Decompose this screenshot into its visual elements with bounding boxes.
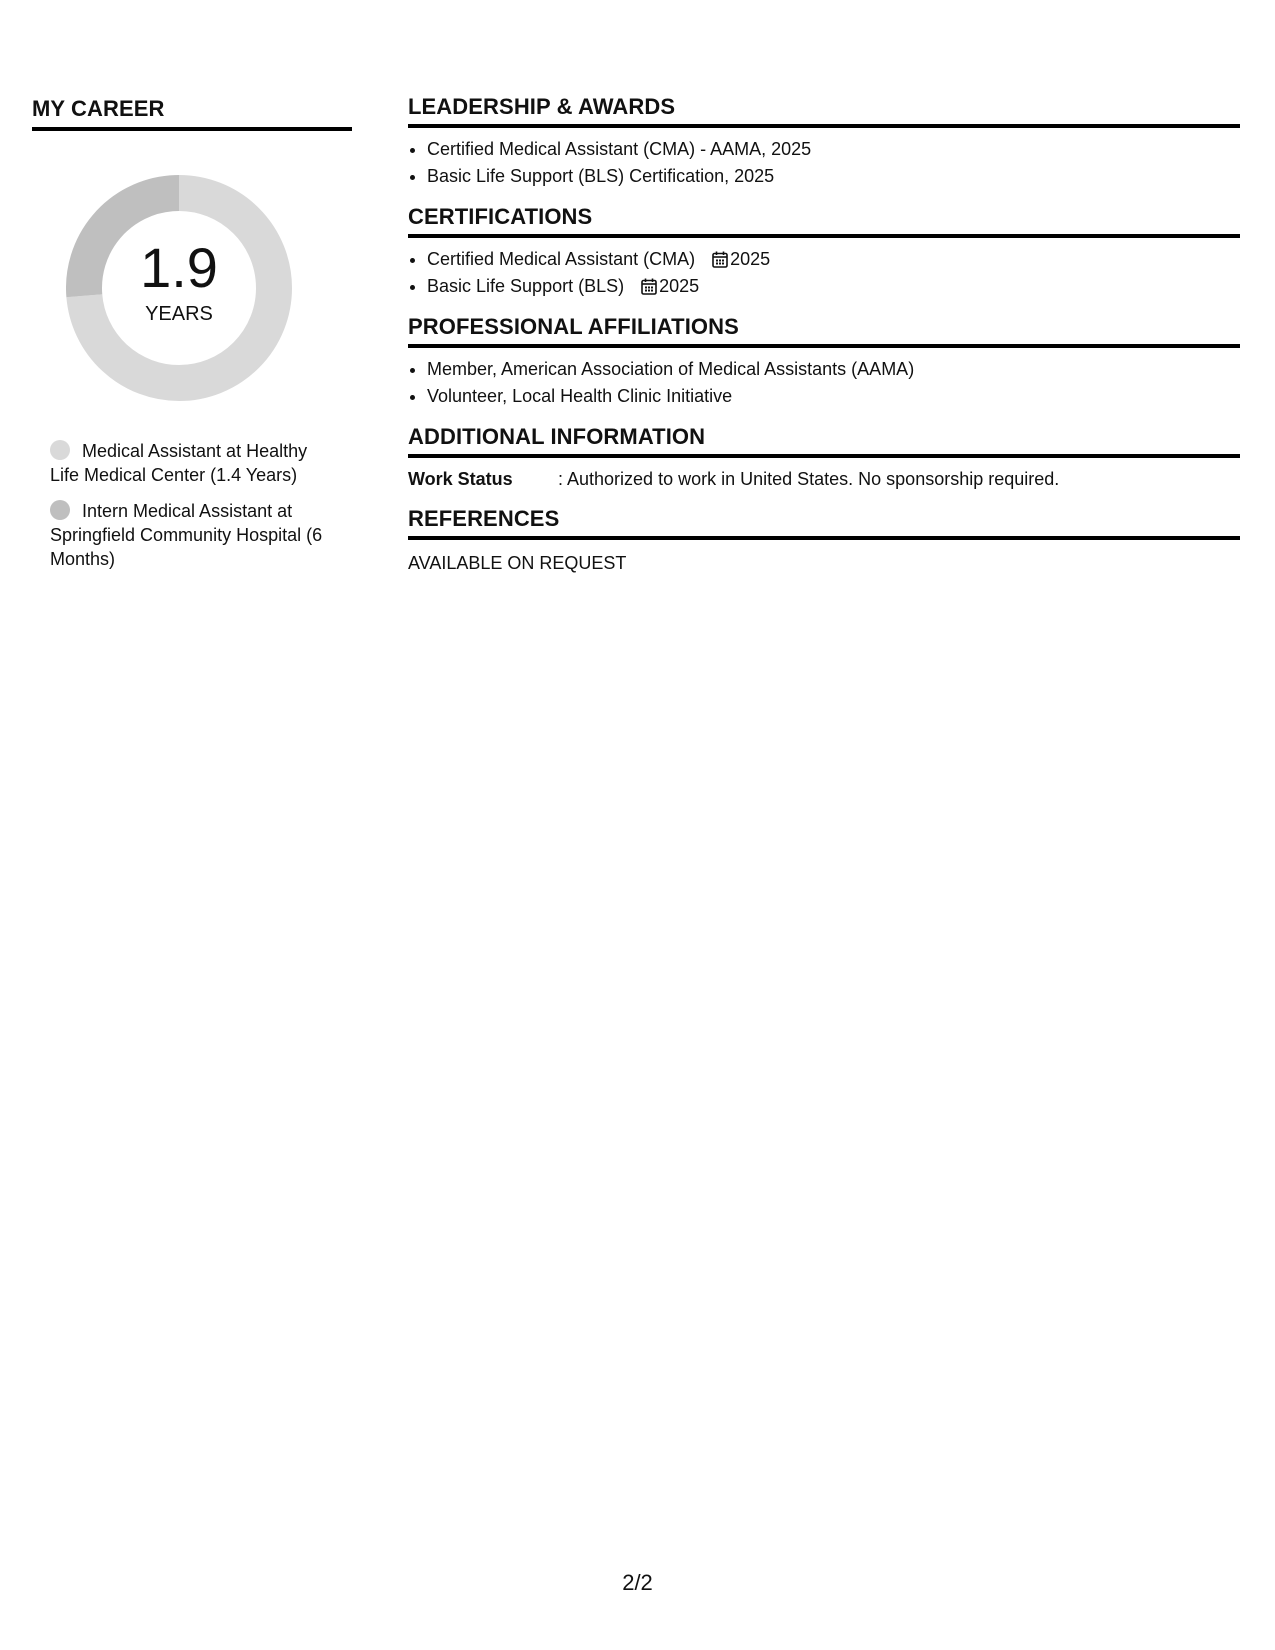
leadership-title: LEADERSHIP & AWARDS bbox=[408, 94, 1240, 128]
work-status-label: Work Status bbox=[408, 469, 513, 489]
legend-label: Medical Assistant at Healthy Life Medical Center (1.4 Years) bbox=[50, 441, 308, 485]
list-item bbox=[427, 246, 1240, 273]
additional-info-title: ADDITIONAL INFORMATION bbox=[408, 424, 1240, 458]
certification-name: Certified Medical Assistant (CMA) bbox=[427, 249, 696, 269]
legend-dot-1 bbox=[50, 500, 70, 520]
certification-name: Basic Life Support (BLS) bbox=[427, 276, 625, 296]
total-years-unit: YEARS bbox=[145, 303, 213, 325]
list-item: • Certified Medical Assistant (CMA) - AAMA, 2025 bbox=[427, 136, 1240, 163]
list-item: • Basic Life Support (BLS) Certification, 2025 bbox=[427, 163, 1240, 190]
certification-year: 2025 bbox=[730, 249, 771, 269]
affiliations-list bbox=[408, 356, 1240, 410]
list-item: • Volunteer, Local Health Clinic Initiative bbox=[427, 383, 1240, 410]
calendar-icon bbox=[712, 251, 728, 268]
certifications-title: CERTIFICATIONS bbox=[408, 204, 1240, 238]
work-status-row bbox=[408, 466, 1240, 492]
main-column bbox=[408, 94, 1240, 576]
career-title: MY CAREER bbox=[32, 96, 352, 131]
career-column bbox=[32, 96, 352, 583]
list-item bbox=[427, 273, 1240, 300]
legend-item bbox=[50, 439, 340, 487]
career-donut-chart bbox=[66, 175, 292, 401]
certifications-list bbox=[408, 246, 1240, 300]
legend-label: Intern Medical Assistant at Springfield Community Hospital (6 Months) bbox=[50, 501, 323, 569]
affiliations-title: PROFESSIONAL AFFILIATIONS bbox=[408, 314, 1240, 348]
leadership-list bbox=[408, 136, 1240, 190]
calendar-icon bbox=[641, 278, 657, 295]
total-years-value: 1.9 bbox=[140, 236, 218, 299]
references-title: REFERENCES bbox=[408, 506, 1240, 540]
references-text: AVAILABLE ON REQUEST bbox=[408, 553, 627, 573]
certification-year: 2025 bbox=[659, 276, 700, 296]
legend-dot-0 bbox=[50, 440, 70, 460]
donut-center bbox=[66, 175, 292, 401]
work-status-value: : Authorized to work in United States. No sponsorship required. bbox=[558, 469, 1060, 489]
page-number: 2/2 bbox=[622, 1570, 653, 1595]
legend-item bbox=[50, 499, 340, 571]
list-item: • Member, American Association of Medical Assistants (AAMA) bbox=[427, 356, 1240, 383]
career-legend bbox=[50, 439, 340, 571]
